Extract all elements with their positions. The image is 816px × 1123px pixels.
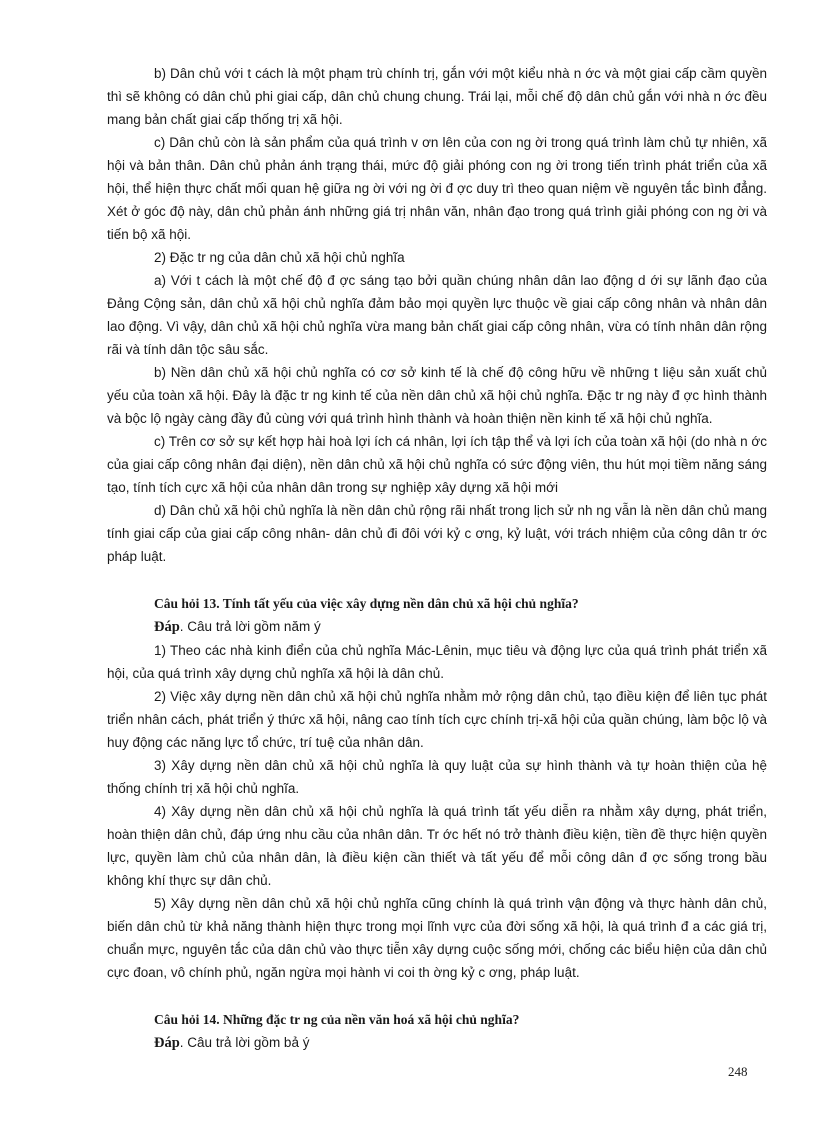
answer-label: Đáp (154, 619, 180, 635)
answer-item-5: 5) Xây dựng nền dân chủ xã hội chủ nghĩa cũng chính là quá trình vận động và thực hành dân chủ, biến dân chủ từ khả năng thành hiện thực trong mọi lĩnh vực của đời sống xã hội, là quá trình đ a các giá trị, chuẩn mực, nguyên tắc của dân chủ vào thực tiễn xây dựng cuộc sống mới, chống các biểu hiện của dân chủ cực đoan, vô chính phủ, ngăn ngừa mọi hành vi coi th ờng kỷ c ơng, pháp luật. (107, 896, 767, 980)
paragraph-d-class-nature: d) Dân chủ xã hội chủ nghĩa là nền dân chủ rộng rãi nhất trong lịch sử nh ng vẫn là nền dân chủ mang tính giai cấp của giai cấp công nhân- dân chủ đi đôi với kỷ c ơng, kỷ luật, với trách nhiệm của công dân tr ớc pháp luật. (107, 503, 767, 564)
question-13-title: Câu hỏi 13. Tính tất yếu của việc xây dựng nền dân chủ xã hội chủ nghĩa? (154, 596, 579, 611)
page-number: 248 (728, 1064, 748, 1079)
paragraph-a-power: a) Với t cách là một chế độ đ ợc sáng tạo bởi quần chúng nhân dân lao động d ới sự lãnh đạo của Đảng Cộng sản, dân chủ xã hội chủ nghĩa đảm bảo mọi quyền lực thuộc về giai cấp công nhân và nhân dân lao động. Vì vậy, dân chủ xã hội chủ nghĩa vừa mang bản chất giai cấp công nhân, vừa có tính nhân dân rộng rãi và tính dân tộc sâu sắc. (107, 273, 767, 357)
question-14-answer-intro (107, 1031, 767, 1055)
page-content (107, 62, 767, 1055)
answer-item-2: 2) Việc xây dựng nền dân chủ xã hội chủ nghĩa nhằm mở rộng dân chủ, tạo điều kiện để liên tục phát triển nhân cách, phát triển ý thức xã hội, nâng cao tính tích cực chính trị-xã hội của quần chúng, làm bộc lộ và huy động các năng lực tổ chức, trí tuệ của nhân dân. (107, 689, 767, 750)
answer-label: Đáp (154, 1035, 180, 1051)
answer-item-1: 1) Theo các nhà kinh điển của chủ nghĩa Mác-Lênin, mục tiêu và động lực của quá trình phát triển xã hội, của quá trình xây dựng chủ nghĩa xã hội là dân chủ. (107, 643, 767, 681)
paragraph-b-democracy-politics: b) Dân chủ với t cách là một phạm trù chính trị, gắn với một kiểu nhà n ớc và một giai cấp cầm quyền thì sẽ không có dân chủ phi giai cấp, dân chủ chung chung. Trái lại, mỗi chế độ dân chủ gắn với nhà n ớc đều mang bản chất giai cấp thống trị xã hội. (107, 66, 767, 127)
spacer (107, 568, 767, 592)
spacer (107, 984, 767, 1008)
answer-intro-text: . Câu trả lời gồm năm ý (179, 619, 321, 634)
question-13-answer-intro (107, 615, 767, 639)
paragraph-c-interests: c) Trên cơ sở sự kết hợp hài hoà lợi ích cá nhân, lợi ích tập thể và lợi ích của toàn xã hội (do nhà n ớc của giai cấp công nhân đại diện), nền dân chủ xã hội chủ nghĩa có sức động viên, thu hút mọi tiềm năng sáng tạo, tính tích cực xã hội của nhân dân trong sự nghiệp xây dựng xã hội mới (107, 434, 767, 495)
section-heading-socialist-democracy: 2) Đặc tr ng của dân chủ xã hội chủ nghĩa (154, 250, 405, 265)
paragraph-b-economic-base: b) Nền dân chủ xã hội chủ nghĩa có cơ sở kinh tế là chế độ công hữu về những t liệu sản xuất chủ yếu của toàn xã hội. Đây là đặc tr ng kinh tế của nền dân chủ xã hội chủ nghĩa. Đặc tr ng này đ ợc hình thành và bộc lộ ngày càng đầy đủ cùng với quá trình hình thành và hoàn thiện nền kinh tế xã hội chủ nghĩa. (107, 365, 767, 426)
answer-intro-text: . Câu trả lời gồm bả ý (179, 1035, 310, 1050)
answer-item-4: 4) Xây dựng nền dân chủ xã hội chủ nghĩa là quá trình tất yếu diễn ra nhằm xây dựng, phát triển, hoàn thiện dân chủ, đáp ứng nhu cầu của nhân dân. Tr ớc hết nó trở thành điều kiện, tiền đề thực hiện quyền lực, quyền làm chủ của nhân dân, là điều kiện cần thiết và tất yếu để mỗi công dân đ ợc sống trong bầu không khí thực sự dân chủ. (107, 804, 767, 888)
answer-item-3: 3) Xây dựng nền dân chủ xã hội chủ nghĩa là quy luật của sự hình thành và tự hoàn thiện của hệ thống chính trị xã hội chủ nghĩa. (107, 758, 767, 796)
question-14-title: Câu hỏi 14. Những đặc tr ng của nền văn hoá xã hội chủ nghĩa? (154, 1012, 520, 1027)
paragraph-c-democracy-product: c) Dân chủ còn là sản phẩm của quá trình v ơn lên của con ng ời trong quá trình làm chủ tự nhiên, xã hội và bản thân. Dân chủ phản ánh trạng thái, mức độ giải phóng con ng ời trong tiến trình phát triển của xã hội, thể hiện thực chất mối quan hệ giữa ng ời với ng ời đ ợc duy trì theo quan niệm về nguyên tắc bình đẳng. Xét ở góc độ này, dân chủ phản ánh những giá trị nhân văn, nhân đạo trong quá trình giải phóng con ng ời và tiến bộ xã hội. (107, 135, 767, 242)
